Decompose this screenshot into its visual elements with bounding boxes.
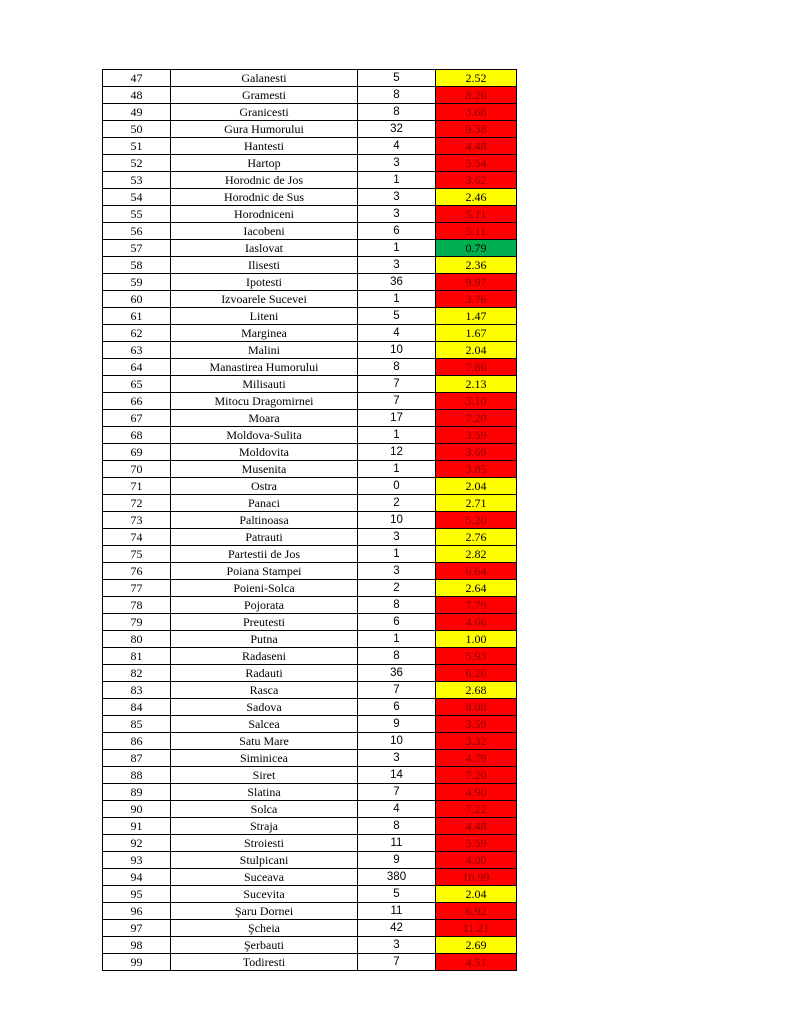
table-row bbox=[103, 801, 517, 818]
row-number-cell: 71 bbox=[103, 478, 171, 495]
table-body bbox=[103, 70, 517, 971]
cases-count-cell: 10 bbox=[358, 733, 436, 750]
cases-count-cell: 1 bbox=[358, 240, 436, 257]
locality-name-cell: Granicesti bbox=[171, 104, 358, 121]
cases-count-cell: 9 bbox=[358, 852, 436, 869]
locality-name-cell: Preutesti bbox=[171, 614, 358, 631]
cases-count-cell: 7 bbox=[358, 376, 436, 393]
locality-name-cell: Ostra bbox=[171, 478, 358, 495]
incidence-rate-cell: 3.62 bbox=[436, 172, 517, 189]
row-number-cell: 82 bbox=[103, 665, 171, 682]
row-number-cell: 79 bbox=[103, 614, 171, 631]
table-row bbox=[103, 240, 517, 257]
locality-name-cell: Izvoarele Sucevei bbox=[171, 291, 358, 308]
cases-count-cell: 8 bbox=[358, 104, 436, 121]
table-row bbox=[103, 291, 517, 308]
table-row bbox=[103, 835, 517, 852]
table-row bbox=[103, 886, 517, 903]
locality-name-cell: Poieni-Solca bbox=[171, 580, 358, 597]
table-row bbox=[103, 903, 517, 920]
cases-count-cell: 1 bbox=[358, 427, 436, 444]
row-number-cell: 90 bbox=[103, 801, 171, 818]
incidence-rate-cell: 2.68 bbox=[436, 682, 517, 699]
cases-count-cell: 3 bbox=[358, 206, 436, 223]
row-number-cell: 67 bbox=[103, 410, 171, 427]
cases-count-cell: 5 bbox=[358, 308, 436, 325]
row-number-cell: 62 bbox=[103, 325, 171, 342]
locality-name-cell: Şerbauti bbox=[171, 937, 358, 954]
table-row bbox=[103, 852, 517, 869]
incidence-rate-cell: 5.20 bbox=[436, 512, 517, 529]
cases-count-cell: 8 bbox=[358, 359, 436, 376]
locality-name-cell: Siminicea bbox=[171, 750, 358, 767]
row-number-cell: 92 bbox=[103, 835, 171, 852]
locality-name-cell: Hartop bbox=[171, 155, 358, 172]
table-row bbox=[103, 529, 517, 546]
locality-name-cell: Şaru Dornei bbox=[171, 903, 358, 920]
locality-name-cell: Şcheia bbox=[171, 920, 358, 937]
incidence-rate-cell: 4.66 bbox=[436, 614, 517, 631]
locality-name-cell: Siret bbox=[171, 767, 358, 784]
cases-count-cell: 12 bbox=[358, 444, 436, 461]
cases-count-cell: 8 bbox=[358, 648, 436, 665]
locality-name-cell: Iacobeni bbox=[171, 223, 358, 240]
table-row bbox=[103, 87, 517, 104]
incidence-rate-cell: 3.59 bbox=[436, 427, 517, 444]
cases-count-cell: 3 bbox=[358, 529, 436, 546]
cases-count-cell: 3 bbox=[358, 257, 436, 274]
table-row bbox=[103, 155, 517, 172]
incidence-rate-cell: 1.47 bbox=[436, 308, 517, 325]
table-row bbox=[103, 376, 517, 393]
incidence-rate-cell: 2.04 bbox=[436, 886, 517, 903]
cases-count-cell: 5 bbox=[358, 886, 436, 903]
cases-count-cell: 5 bbox=[358, 70, 436, 87]
locality-name-cell: Putna bbox=[171, 631, 358, 648]
incidence-rate-cell: 3.32 bbox=[436, 733, 517, 750]
row-number-cell: 72 bbox=[103, 495, 171, 512]
incidence-rate-cell: 3.68 bbox=[436, 104, 517, 121]
cases-count-cell: 32 bbox=[358, 121, 436, 138]
row-number-cell: 87 bbox=[103, 750, 171, 767]
incidence-rate-cell: 4.90 bbox=[436, 784, 517, 801]
locality-name-cell: Moldovita bbox=[171, 444, 358, 461]
incidence-rate-cell: 8.26 bbox=[436, 87, 517, 104]
table-row bbox=[103, 342, 517, 359]
incidence-rate-cell: 2.76 bbox=[436, 529, 517, 546]
cases-count-cell: 3 bbox=[358, 155, 436, 172]
locality-name-cell: Radauti bbox=[171, 665, 358, 682]
cases-count-cell: 3 bbox=[358, 563, 436, 580]
cases-count-cell: 6 bbox=[358, 223, 436, 240]
table-row bbox=[103, 427, 517, 444]
cases-count-cell: 380 bbox=[358, 869, 436, 886]
row-number-cell: 94 bbox=[103, 869, 171, 886]
incidence-rate-cell: 3.69 bbox=[436, 444, 517, 461]
table-row bbox=[103, 869, 517, 886]
locality-name-cell: Rasca bbox=[171, 682, 358, 699]
incidence-rate-cell: 2.46 bbox=[436, 189, 517, 206]
incidence-rate-cell: 2.52 bbox=[436, 70, 517, 87]
row-number-cell: 66 bbox=[103, 393, 171, 410]
locality-name-cell: Gura Humorului bbox=[171, 121, 358, 138]
row-number-cell: 75 bbox=[103, 546, 171, 563]
table-row bbox=[103, 716, 517, 733]
row-number-cell: 85 bbox=[103, 716, 171, 733]
locality-name-cell: Gramesti bbox=[171, 87, 358, 104]
row-number-cell: 48 bbox=[103, 87, 171, 104]
incidence-rate-cell: 3.85 bbox=[436, 461, 517, 478]
incidence-rate-cell: 6.26 bbox=[436, 665, 517, 682]
row-number-cell: 76 bbox=[103, 563, 171, 580]
row-number-cell: 47 bbox=[103, 70, 171, 87]
row-number-cell: 57 bbox=[103, 240, 171, 257]
row-number-cell: 95 bbox=[103, 886, 171, 903]
locality-name-cell: Slatina bbox=[171, 784, 358, 801]
cases-count-cell: 1 bbox=[358, 461, 436, 478]
table-row bbox=[103, 393, 517, 410]
table-row bbox=[103, 138, 517, 155]
incidence-rate-cell: 6.64 bbox=[436, 563, 517, 580]
locality-name-cell: Malini bbox=[171, 342, 358, 359]
cases-count-cell: 1 bbox=[358, 631, 436, 648]
incidence-rate-cell: 8.08 bbox=[436, 699, 517, 716]
incidence-rate-cell: 5.54 bbox=[436, 155, 517, 172]
row-number-cell: 49 bbox=[103, 104, 171, 121]
cases-count-cell: 6 bbox=[358, 614, 436, 631]
incidence-rate-cell: 2.71 bbox=[436, 495, 517, 512]
table-row bbox=[103, 308, 517, 325]
incidence-rate-cell: 1.00 bbox=[436, 631, 517, 648]
cases-count-cell: 11 bbox=[358, 835, 436, 852]
cases-count-cell: 8 bbox=[358, 597, 436, 614]
row-number-cell: 96 bbox=[103, 903, 171, 920]
incidence-rate-cell: 11.21 bbox=[436, 920, 517, 937]
incidence-rate-cell: 4.51 bbox=[436, 954, 517, 971]
incidence-rate-cell: 6.92 bbox=[436, 903, 517, 920]
cases-count-cell: 4 bbox=[358, 325, 436, 342]
cases-count-cell: 2 bbox=[358, 580, 436, 597]
table-row bbox=[103, 121, 517, 138]
locality-name-cell: Horodnic de Sus bbox=[171, 189, 358, 206]
locality-name-cell: Pojorata bbox=[171, 597, 358, 614]
row-number-cell: 61 bbox=[103, 308, 171, 325]
locality-name-cell: Poiana Stampei bbox=[171, 563, 358, 580]
cases-count-cell: 4 bbox=[358, 138, 436, 155]
table-row bbox=[103, 733, 517, 750]
row-number-cell: 68 bbox=[103, 427, 171, 444]
cases-count-cell: 4 bbox=[358, 801, 436, 818]
table-row bbox=[103, 563, 517, 580]
cases-count-cell: 3 bbox=[358, 750, 436, 767]
table-row bbox=[103, 70, 517, 87]
cases-count-cell: 7 bbox=[358, 784, 436, 801]
incidence-rate-cell: 2.36 bbox=[436, 257, 517, 274]
table-row bbox=[103, 410, 517, 427]
incidence-rate-cell: 2.13 bbox=[436, 376, 517, 393]
table-row bbox=[103, 461, 517, 478]
cases-count-cell: 11 bbox=[358, 903, 436, 920]
cases-count-cell: 8 bbox=[358, 818, 436, 835]
row-number-cell: 77 bbox=[103, 580, 171, 597]
row-number-cell: 83 bbox=[103, 682, 171, 699]
table-row bbox=[103, 206, 517, 223]
locality-name-cell: Todiresti bbox=[171, 954, 358, 971]
table-row bbox=[103, 325, 517, 342]
locality-name-cell: Liteni bbox=[171, 308, 358, 325]
cases-count-cell: 3 bbox=[358, 937, 436, 954]
incidence-rate-cell: 7.20 bbox=[436, 410, 517, 427]
row-number-cell: 78 bbox=[103, 597, 171, 614]
cases-count-cell: 36 bbox=[358, 665, 436, 682]
locality-name-cell: Manastirea Humorului bbox=[171, 359, 358, 376]
incidence-rate-cell: 1.67 bbox=[436, 325, 517, 342]
row-number-cell: 80 bbox=[103, 631, 171, 648]
locality-name-cell: Marginea bbox=[171, 325, 358, 342]
locality-name-cell: Stulpicani bbox=[171, 852, 358, 869]
locality-name-cell: Ipotesti bbox=[171, 274, 358, 291]
table-row bbox=[103, 665, 517, 682]
locality-name-cell: Sadova bbox=[171, 699, 358, 716]
row-number-cell: 56 bbox=[103, 223, 171, 240]
locality-name-cell: Patrauti bbox=[171, 529, 358, 546]
incidence-rate-cell: 9.97 bbox=[436, 274, 517, 291]
row-number-cell: 74 bbox=[103, 529, 171, 546]
cases-count-cell: 6 bbox=[358, 699, 436, 716]
table-row bbox=[103, 223, 517, 240]
row-number-cell: 60 bbox=[103, 291, 171, 308]
table-row bbox=[103, 767, 517, 784]
row-number-cell: 81 bbox=[103, 648, 171, 665]
table-row bbox=[103, 444, 517, 461]
row-number-cell: 99 bbox=[103, 954, 171, 971]
locality-name-cell: Ilisesti bbox=[171, 257, 358, 274]
incidence-rate-cell: 7.86 bbox=[436, 359, 517, 376]
row-number-cell: 91 bbox=[103, 818, 171, 835]
cases-count-cell: 7 bbox=[358, 393, 436, 410]
table-row bbox=[103, 750, 517, 767]
table-row bbox=[103, 937, 517, 954]
cases-count-cell: 3 bbox=[358, 189, 436, 206]
cases-count-cell: 10 bbox=[358, 512, 436, 529]
incidence-rate-cell: 3.76 bbox=[436, 291, 517, 308]
locality-name-cell: Hantesti bbox=[171, 138, 358, 155]
table-row bbox=[103, 189, 517, 206]
locality-name-cell: Galanesti bbox=[171, 70, 358, 87]
cases-count-cell: 9 bbox=[358, 716, 436, 733]
row-number-cell: 97 bbox=[103, 920, 171, 937]
cases-count-cell: 1 bbox=[358, 546, 436, 563]
row-number-cell: 84 bbox=[103, 699, 171, 716]
table-row bbox=[103, 631, 517, 648]
row-number-cell: 55 bbox=[103, 206, 171, 223]
row-number-cell: 50 bbox=[103, 121, 171, 138]
locality-name-cell: Suceava bbox=[171, 869, 358, 886]
incidence-rate-cell: 4.48 bbox=[436, 818, 517, 835]
table-row bbox=[103, 257, 517, 274]
table-row bbox=[103, 920, 517, 937]
table-row bbox=[103, 597, 517, 614]
incidence-rate-cell: 2.82 bbox=[436, 546, 517, 563]
row-number-cell: 93 bbox=[103, 852, 171, 869]
table-row bbox=[103, 478, 517, 495]
incidence-rate-cell: 5.11 bbox=[436, 206, 517, 223]
locality-name-cell: Satu Mare bbox=[171, 733, 358, 750]
table-row bbox=[103, 580, 517, 597]
locality-name-cell: Paltinoasa bbox=[171, 512, 358, 529]
locality-name-cell: Salcea bbox=[171, 716, 358, 733]
row-number-cell: 63 bbox=[103, 342, 171, 359]
row-number-cell: 69 bbox=[103, 444, 171, 461]
cases-count-cell: 7 bbox=[358, 682, 436, 699]
locality-name-cell: Radaseni bbox=[171, 648, 358, 665]
incidence-rate-cell: 2.69 bbox=[436, 937, 517, 954]
locality-name-cell: Iaslovat bbox=[171, 240, 358, 257]
cases-count-cell: 14 bbox=[358, 767, 436, 784]
incidence-rate-cell: 9.38 bbox=[436, 121, 517, 138]
incidence-rate-cell: 2.64 bbox=[436, 580, 517, 597]
table-row bbox=[103, 682, 517, 699]
table-row bbox=[103, 512, 517, 529]
locality-name-cell: Solca bbox=[171, 801, 358, 818]
locality-name-cell: Straja bbox=[171, 818, 358, 835]
incidence-rate-cell: 3.10 bbox=[436, 393, 517, 410]
row-number-cell: 64 bbox=[103, 359, 171, 376]
table-row bbox=[103, 614, 517, 631]
locality-name-cell: Sucevita bbox=[171, 886, 358, 903]
row-number-cell: 52 bbox=[103, 155, 171, 172]
incidence-rate-cell: 2.04 bbox=[436, 342, 517, 359]
table-row bbox=[103, 818, 517, 835]
cases-count-cell: 8 bbox=[358, 87, 436, 104]
row-number-cell: 86 bbox=[103, 733, 171, 750]
cases-count-cell: 2 bbox=[358, 495, 436, 512]
locality-name-cell: Milisauti bbox=[171, 376, 358, 393]
table-row bbox=[103, 648, 517, 665]
cases-count-cell: 42 bbox=[358, 920, 436, 937]
row-number-cell: 51 bbox=[103, 138, 171, 155]
incidence-rate-cell: 3.59 bbox=[436, 716, 517, 733]
table-row bbox=[103, 699, 517, 716]
table-row bbox=[103, 954, 517, 971]
incidence-rate-cell: 5.11 bbox=[436, 223, 517, 240]
locality-name-cell: Horodniceni bbox=[171, 206, 358, 223]
cases-count-cell: 17 bbox=[358, 410, 436, 427]
incidence-rate-cell: 5.93 bbox=[436, 648, 517, 665]
locality-name-cell: Moara bbox=[171, 410, 358, 427]
row-number-cell: 98 bbox=[103, 937, 171, 954]
incidence-rate-cell: 5.59 bbox=[436, 835, 517, 852]
locality-name-cell: Partestii de Jos bbox=[171, 546, 358, 563]
cases-count-cell: 10 bbox=[358, 342, 436, 359]
row-number-cell: 89 bbox=[103, 784, 171, 801]
table-row bbox=[103, 172, 517, 189]
cases-count-cell: 0 bbox=[358, 478, 436, 495]
incidence-rate-cell: 2.04 bbox=[436, 478, 517, 495]
row-number-cell: 54 bbox=[103, 189, 171, 206]
locality-name-cell: Musenita bbox=[171, 461, 358, 478]
row-number-cell: 70 bbox=[103, 461, 171, 478]
cases-count-cell: 7 bbox=[358, 954, 436, 971]
locality-name-cell: Moldova-Sulita bbox=[171, 427, 358, 444]
row-number-cell: 59 bbox=[103, 274, 171, 291]
row-number-cell: 58 bbox=[103, 257, 171, 274]
row-number-cell: 73 bbox=[103, 512, 171, 529]
row-number-cell: 53 bbox=[103, 172, 171, 189]
cases-count-cell: 1 bbox=[358, 172, 436, 189]
cases-count-cell: 36 bbox=[358, 274, 436, 291]
incidence-rate-cell: 4.79 bbox=[436, 750, 517, 767]
incidence-rate-cell: 10.99 bbox=[436, 869, 517, 886]
incidence-rate-cell: 4.00 bbox=[436, 852, 517, 869]
table-row bbox=[103, 274, 517, 291]
cases-count-cell: 1 bbox=[358, 291, 436, 308]
table-row bbox=[103, 784, 517, 801]
incidence-rate-cell: 7.22 bbox=[436, 801, 517, 818]
locality-name-cell: Stroiesti bbox=[171, 835, 358, 852]
locality-name-cell: Panaci bbox=[171, 495, 358, 512]
data-table bbox=[102, 69, 517, 971]
locality-name-cell: Mitocu Dragomirnei bbox=[171, 393, 358, 410]
row-number-cell: 65 bbox=[103, 376, 171, 393]
table-row bbox=[103, 104, 517, 121]
incidence-rate-cell: 0.79 bbox=[436, 240, 517, 257]
row-number-cell: 88 bbox=[103, 767, 171, 784]
incidence-rate-cell: 4.48 bbox=[436, 138, 517, 155]
table-row bbox=[103, 359, 517, 376]
table-row bbox=[103, 495, 517, 512]
incidence-rate-cell: 7.20 bbox=[436, 767, 517, 784]
incidence-rate-cell: 7.79 bbox=[436, 597, 517, 614]
table-row bbox=[103, 546, 517, 563]
data-table-container bbox=[102, 69, 516, 971]
locality-name-cell: Horodnic de Jos bbox=[171, 172, 358, 189]
